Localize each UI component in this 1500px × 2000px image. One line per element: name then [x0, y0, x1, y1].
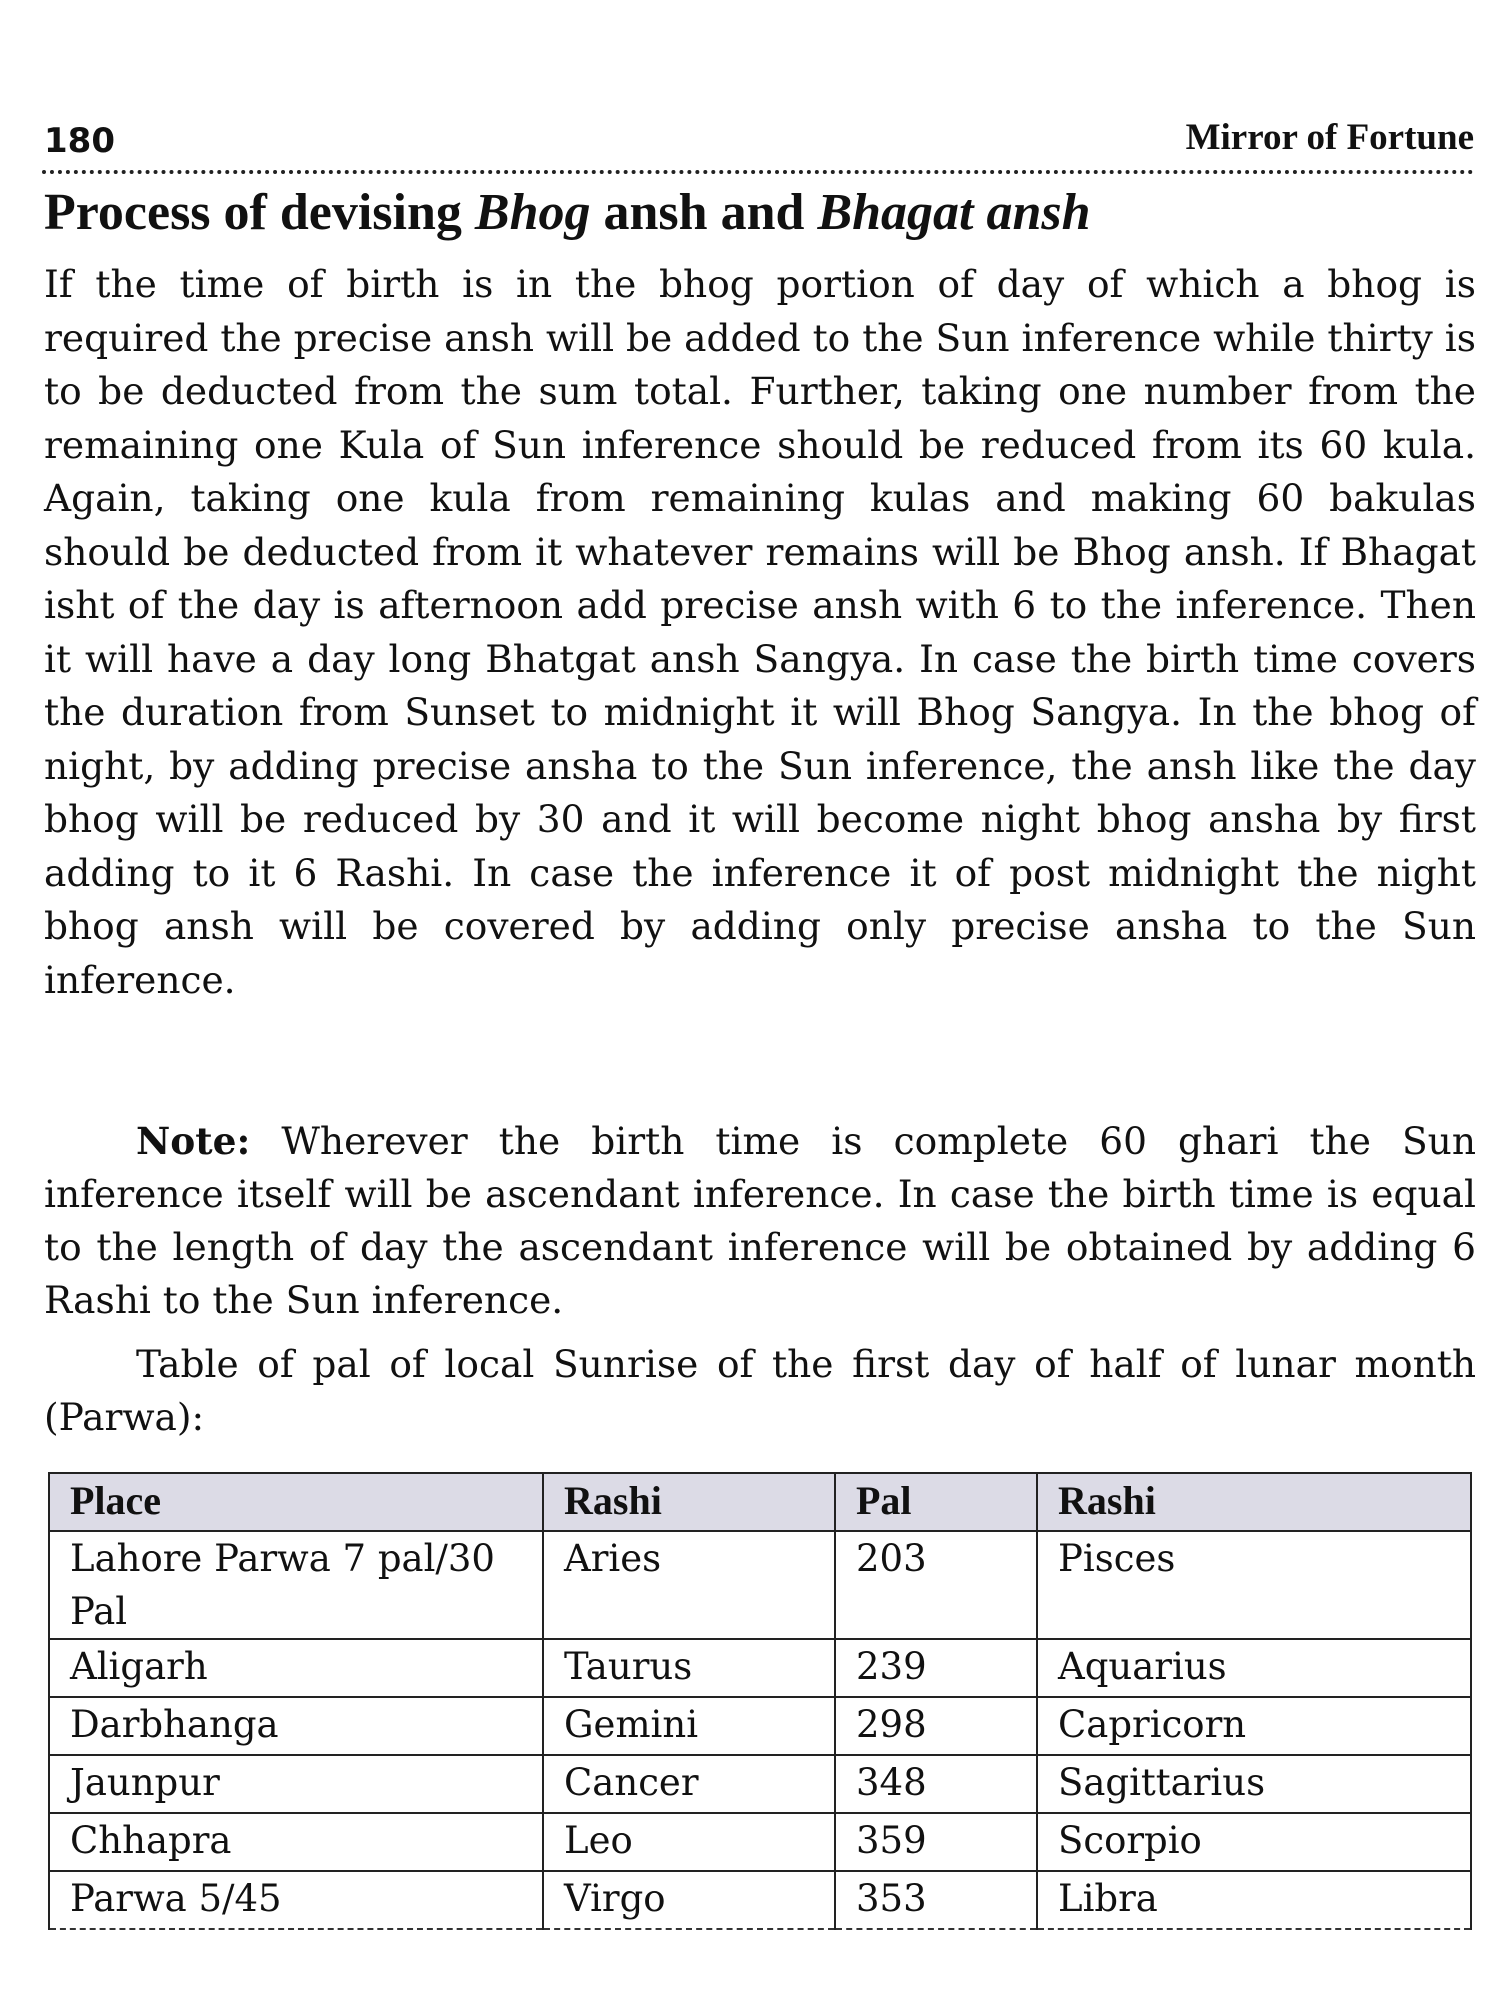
- cell-rashi-2: Sagittarius: [1037, 1755, 1471, 1813]
- table-header-row: [49, 1473, 1471, 1531]
- cell-rashi: Aries: [543, 1531, 835, 1639]
- table-row: [49, 1639, 1471, 1697]
- cell-pal: 359: [835, 1813, 1037, 1871]
- heading-text-1: Process of devising: [44, 184, 475, 241]
- running-head: [44, 118, 1474, 164]
- cell-rashi: Gemini: [543, 1697, 835, 1755]
- cell-rashi-2: Scorpio: [1037, 1813, 1471, 1871]
- cell-place: Jaunpur: [49, 1755, 543, 1813]
- cell-place: Aligarh: [49, 1639, 543, 1697]
- body-paragraph: If the time of birth is in the bhog portion of day of which a bhog is required the precise ansh will be added to the Sun inference while thirty is to be deducted from the sum total. Further, taking one number from the remaining one Kula of Sun inference should be reduced from its 60 kula. Again, taking one kula from remaining kulas and making 60 bakulas should be deducted from it whatever remains will be Bhog ansh. If Bhagat isht of the day is afternoon add precise ansh with 6 to the inference. Then it will have a day long Bhatgat ansh Sangya. In case the birth time covers the duration from Sunset to midnight it will Bhog Sangya. In the bhog of night, by adding precise ansha to the Sun inference, the ansh like the day bhog will be reduced by 30 and it will become night bhog ansha by first adding to it 6 Rashi. In case the inference it of post midnight the night bhog ansh will be covered by adding only precise ansha to the Sun inference.: [44, 262, 1476, 1002]
- cell-rashi-2: Aquarius: [1037, 1639, 1471, 1697]
- cell-pal: 298: [835, 1697, 1037, 1755]
- table-row: [49, 1813, 1471, 1871]
- cell-place: Chhapra: [49, 1813, 543, 1871]
- section-heading: [44, 178, 1484, 248]
- cell-rashi: Leo: [543, 1813, 835, 1871]
- note-label: Note:: [136, 1119, 251, 1163]
- table-row: [49, 1531, 1471, 1639]
- heading-text-2: ansh and: [590, 184, 818, 241]
- header-pal: Pal: [835, 1473, 1037, 1531]
- cell-rashi: Cancer: [543, 1755, 835, 1813]
- cell-rashi-2: Libra: [1037, 1871, 1471, 1929]
- header-rashi-2: Rashi: [1037, 1473, 1471, 1531]
- cell-place: Lahore Parwa 7 pal/30 Pal: [49, 1531, 543, 1639]
- heading-italic-bhagat-ansh: Bhagat ansh: [817, 184, 1091, 241]
- table-row: [49, 1755, 1471, 1813]
- cell-pal: 353: [835, 1871, 1037, 1929]
- cell-rashi-2: Pisces: [1037, 1531, 1471, 1639]
- cell-rashi: Taurus: [543, 1639, 835, 1697]
- cell-pal: 203: [835, 1531, 1037, 1639]
- cell-place: Parwa 5/45: [49, 1871, 543, 1929]
- header-place: Place: [49, 1473, 543, 1531]
- body-text: [44, 258, 1476, 1007]
- cell-rashi-2: Capricorn: [1037, 1697, 1471, 1755]
- cell-pal: 239: [835, 1639, 1037, 1697]
- cell-pal: 348: [835, 1755, 1037, 1813]
- note-paragraph: [44, 1115, 1476, 1327]
- header-rashi: Rashi: [543, 1473, 835, 1531]
- table-intro: Table of pal of local Sunrise of the first day of half of lunar month (Parwa):: [44, 1342, 1476, 1439]
- cell-place: Darbhanga: [49, 1697, 543, 1755]
- table-row: [49, 1697, 1471, 1755]
- page-number: 180: [44, 121, 115, 161]
- sunrise-pal-table: [48, 1472, 1472, 1930]
- table-row: [49, 1871, 1471, 1929]
- book-title: Mirror of Fortune: [1185, 117, 1474, 158]
- header-divider: [42, 170, 1474, 174]
- note-text: Wherever the birth time is complete 60 ghari the Sun inference itself will be ascendant inference. In case the birth time is equal to the length of day the ascendant inference will be obtained by adding 6 Rashi to the Sun inference.: [44, 1119, 1476, 1322]
- heading-italic-bhog: Bhog: [474, 184, 591, 241]
- cell-rashi: Virgo: [543, 1871, 835, 1929]
